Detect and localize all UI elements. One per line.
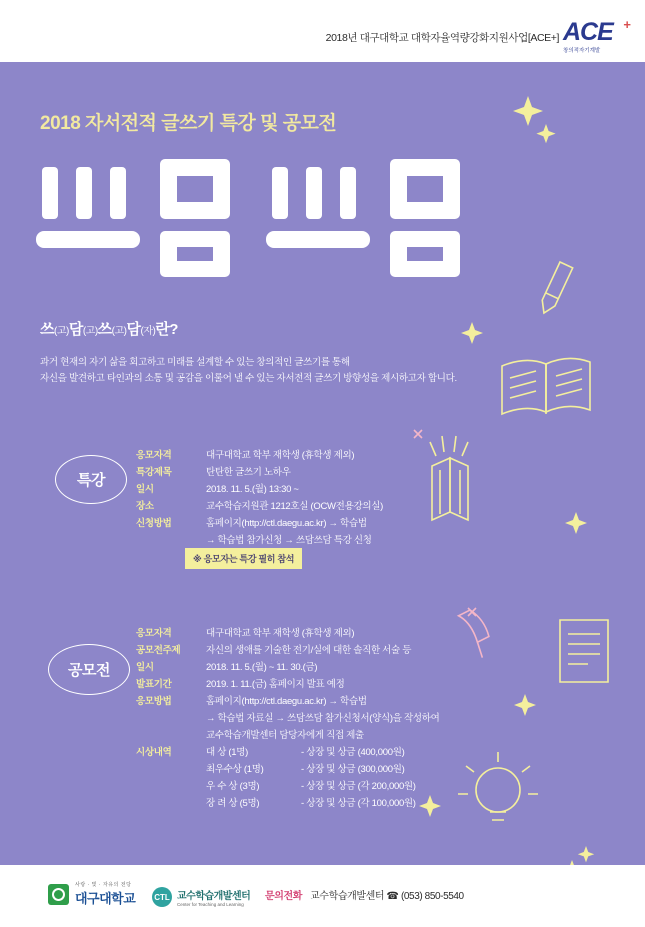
- top-bar: [0, 0, 645, 62]
- contact-value: 교수학습개발센터 ☎ (053) 850-5540: [310, 891, 464, 902]
- contest-row-label: 응모방법: [136, 696, 172, 707]
- program-line: 2018년 대구대학교 대학자율역량강화지원사업[ACE+]: [325, 32, 559, 44]
- lecture-row-value: 교수학습지원관 1212호실 (OCW전용강의실): [206, 501, 383, 512]
- lecture-row-label: 장소: [136, 501, 154, 512]
- ace-logo: [563, 17, 631, 54]
- awards-row: [136, 795, 416, 812]
- lecture-row-value: → 학습법 참가신청 → 쓰담쓰담 특강 신청: [206, 535, 372, 546]
- intro-title-sm4: (자): [140, 326, 156, 337]
- awards-label: 시상내역: [136, 747, 172, 758]
- lecture-row-value: 2018. 11. 5.(월) 13:30 ~: [206, 484, 299, 495]
- award-name: 대 상 (1명): [206, 747, 249, 758]
- lecture-row-label: [136, 532, 206, 549]
- contest-row-label: [136, 710, 206, 727]
- lecture-badge: [55, 455, 127, 504]
- contest-row-label: 일시: [136, 662, 154, 673]
- awards-row: [136, 761, 416, 778]
- university-tagline: 사랑 · 빛 · 자유의 전당: [75, 882, 132, 888]
- lecture-row-label: 특강제목: [136, 467, 172, 478]
- university-name: 대구대학교: [75, 891, 136, 906]
- lecture-row-value[interactable]: 홈페이지(http://ctl.daegu.ac.kr) → 학습법: [206, 518, 367, 529]
- contest-badge: [48, 644, 130, 695]
- award-detail: - 상장 및 상금 (각 100,000원): [301, 798, 416, 809]
- contest-row-value: 교수학습개발센터 담당자에게 직접 제출: [206, 730, 364, 741]
- contest-row: [136, 727, 439, 744]
- intro-title-sm1: (고): [54, 326, 69, 337]
- awards-row: [136, 778, 416, 795]
- lecture-row: [136, 498, 383, 515]
- contest-row: [136, 625, 439, 642]
- lecture-row-label: 응모자격: [136, 450, 172, 461]
- contest-info: [136, 625, 439, 744]
- contest-row: [136, 659, 439, 676]
- lecture-row: [136, 464, 383, 481]
- contest-row-value: 대구대학교 학부 재학생 (휴학생 제외): [206, 628, 355, 639]
- contest-row-value: 2019. 1. 11.(금) 홈페이지 발표 예정: [206, 679, 345, 690]
- lecture-info: [136, 447, 383, 549]
- university-logo: [48, 881, 135, 907]
- contest-row-value: 자신의 생애를 기술한 전기/실에 대한 솔직한 서술 등: [206, 645, 412, 656]
- contest-row: [136, 642, 439, 659]
- intro-title-sm3: (고): [111, 326, 127, 337]
- lecture-badge-label: 특강: [77, 472, 105, 489]
- hero-title: [36, 145, 556, 295]
- lecture-row: [136, 481, 383, 498]
- contest-row: [136, 693, 439, 710]
- center-mark-icon: CTL: [152, 887, 172, 907]
- intro-title-seg4: 담: [126, 321, 141, 338]
- awards-header-row: [136, 744, 416, 761]
- center-name: 교수학습개발센터: [177, 891, 251, 902]
- intro-title-sm2: (고): [82, 326, 98, 337]
- contest-row-label: 응모자격: [136, 628, 172, 639]
- award-name: 우 수 상 (3명): [206, 781, 260, 792]
- award-name: 장 려 상 (5명): [206, 798, 260, 809]
- lecture-row-label: 신청방법: [136, 518, 172, 529]
- contest-row-label: 발표기간: [136, 679, 172, 690]
- contest-row: [136, 710, 439, 727]
- intro-title-tail: 란?: [155, 321, 178, 338]
- ace-logo-sub: 창의적자기계발: [563, 48, 601, 54]
- lecture-row-label: 일시: [136, 484, 154, 495]
- contest-row-value: 2018. 11. 5.(월) ~ 11. 30.(금): [206, 662, 318, 673]
- ace-logo-plus: +: [623, 17, 631, 32]
- center-logo: [152, 887, 250, 907]
- intro-title: [40, 318, 178, 339]
- contest-row-label: [136, 727, 206, 744]
- intro-body-line-1: 과거 현재의 자기 삶을 회고하고 미래를 설계할 수 있는 창의적인 글쓰기를 통해: [40, 357, 350, 368]
- contest-row-value: → 학습법 자료실 → 쓰담쓰담 참가신청서(양식)을 작성하여: [206, 713, 440, 724]
- ace-logo-word: ACE: [563, 18, 613, 46]
- lecture-row: [136, 532, 383, 549]
- intro-body: [40, 355, 500, 387]
- intro-title-seg1: 쓰: [40, 321, 54, 338]
- contest-badge-label: 공모전: [68, 662, 110, 679]
- award-name: 최우수상 (1명): [206, 764, 264, 775]
- intro-title-seg2: 담: [68, 321, 83, 338]
- award-detail: - 상장 및 상금 (각 200,000원): [301, 781, 416, 792]
- lecture-note: ※ 응모자는 특강 필히 참석: [185, 548, 302, 569]
- award-detail: - 상장 및 상금 (300,000원): [301, 764, 405, 775]
- university-mark-icon: [48, 884, 69, 905]
- award-detail: - 상장 및 상금 (400,000원): [301, 747, 405, 758]
- center-subtitle: Center for Teaching and Learning: [177, 902, 244, 907]
- lecture-row-value: 대구대학교 학부 재학생 (휴학생 제외): [206, 450, 355, 461]
- lecture-row-value: 탄탄한 글쓰기 노하우: [206, 467, 291, 478]
- contest-row-value[interactable]: 홈페이지(http://ctl.daegu.ac.kr) → 학습법: [206, 696, 367, 707]
- contest-row-label: 공모전주제: [136, 645, 181, 656]
- intro-body-line-2: 자신을 발견하고 타인과의 소통 및 공감을 이룰어 낼 수 있는 자서전적 글쓰기 방향성을 제시하고자 합니다.: [40, 373, 457, 384]
- lecture-row: [136, 515, 383, 532]
- awards-block: [136, 744, 416, 812]
- intro-title-seg3: 쓰: [97, 321, 112, 338]
- contest-row: [136, 676, 439, 693]
- contact-label: 문의전화: [265, 891, 303, 902]
- hero-kicker: 2018 자서전적 글쓰기 특강 및 공모전: [40, 113, 337, 134]
- contact-block: [265, 887, 464, 902]
- lecture-row: [136, 447, 383, 464]
